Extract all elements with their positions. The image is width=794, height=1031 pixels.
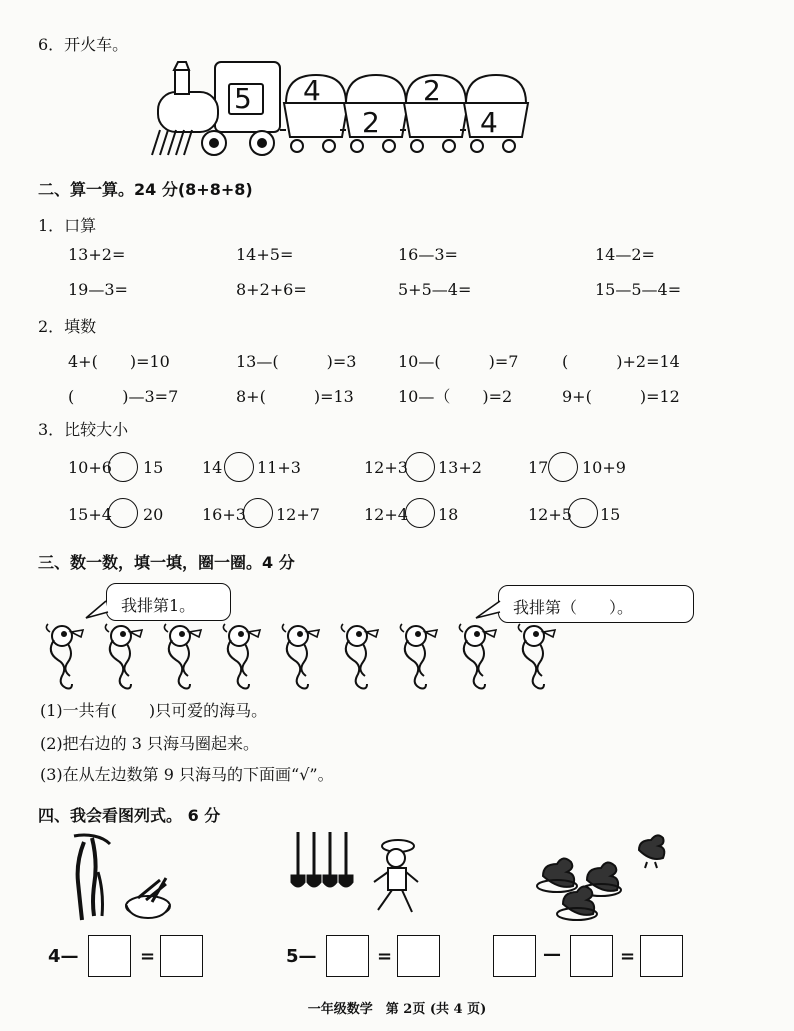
section-2-title: 二、算一算。24 分(8+8+8)	[38, 180, 253, 199]
answer-box[interactable]	[397, 935, 440, 977]
compare-right: 13+2	[438, 458, 482, 477]
bubble-left-tail	[84, 600, 114, 620]
compare-circle[interactable]	[243, 498, 273, 528]
car-2-number: 2	[362, 106, 380, 139]
seahorse-5	[282, 624, 319, 689]
bubble-right-tail	[474, 600, 504, 620]
fill-number-item: 10—（ )=2	[398, 387, 513, 406]
part-3-title: 3．比较大小	[38, 420, 129, 439]
equals-sign: =	[377, 946, 393, 967]
compare-left: 15+4	[68, 505, 112, 524]
mental-math-item: 8+2+6=	[236, 280, 307, 299]
seahorse-7	[400, 624, 437, 689]
mental-math-item: 19—3=	[68, 280, 128, 299]
section-3-question-1: (1)一共有( )只可爱的海马。	[40, 701, 268, 720]
speech-bubble-right	[498, 585, 694, 623]
seahorse-2	[105, 624, 142, 689]
minus-sign: —	[543, 944, 561, 965]
mental-math-item: 15—5—4=	[595, 280, 682, 299]
train-illustration	[0, 0, 794, 170]
seahorse-8	[459, 624, 496, 689]
mental-math-item: 16—3=	[398, 245, 458, 264]
compare-right: 15	[600, 505, 621, 524]
compare-left: 16+3	[202, 505, 246, 524]
answer-box[interactable]	[640, 935, 683, 977]
compare-left: 17	[528, 458, 549, 477]
section-3-title: 三、数一数，填一填，圈一圈。4 分	[38, 553, 295, 572]
compare-circle[interactable]	[224, 452, 254, 482]
fill-number-item: 8+( )=13	[236, 387, 354, 406]
section-3-question-2: (2)把右边的 3 只海马圈起来。	[40, 734, 260, 753]
seahorse-row	[0, 622, 794, 692]
train-engine	[152, 62, 280, 155]
picture-ducks	[535, 828, 675, 923]
equals-sign: =	[140, 946, 156, 967]
fill-number-item: 4+( )=10	[68, 352, 170, 371]
part-2-title: 2．填数	[38, 317, 97, 336]
fill-number-item: ( )—3=7	[68, 387, 179, 406]
car-4-number: 4	[480, 106, 498, 139]
answer-box[interactable]	[570, 935, 613, 977]
fill-number-item: 9+( )=12	[562, 387, 680, 406]
fill-number-item: 10—( )=7	[398, 352, 519, 371]
compare-circle[interactable]	[108, 452, 138, 482]
compare-circle[interactable]	[548, 452, 578, 482]
seahorse-4	[223, 624, 260, 689]
seahorse-9	[518, 624, 555, 689]
question-6-title: 6．开火车。	[38, 35, 129, 54]
compare-right: 10+9	[582, 458, 626, 477]
page-footer: 一年级数学 第 2页 (共 4 页)	[307, 1002, 487, 1017]
fill-number-item: ( )+2=14	[562, 352, 680, 371]
mental-math-item: 5+5—4=	[398, 280, 472, 299]
compare-right: 18	[438, 505, 459, 524]
compare-left: 12+4	[364, 505, 408, 524]
equation-2-start: 5—	[286, 946, 317, 967]
compare-circle[interactable]	[568, 498, 598, 528]
compare-right: 20	[143, 505, 164, 524]
mental-math-item: 14+5=	[236, 245, 294, 264]
compare-left: 12+3	[364, 458, 408, 477]
engine-number: 5	[234, 82, 252, 115]
seahorse-6	[341, 624, 378, 689]
speech-bubble-left-text: 我排第1。	[121, 596, 196, 615]
speech-bubble-left	[106, 583, 231, 621]
car-1-number: 4	[303, 74, 321, 107]
speech-bubble-right-text: 我排第（ ）。	[513, 598, 634, 617]
compare-circle[interactable]	[405, 498, 435, 528]
compare-circle[interactable]	[405, 452, 435, 482]
section-4-title: 四、我会看图列式。 6 分	[38, 806, 221, 825]
compare-right: 15	[143, 458, 164, 477]
picture-carrots-basket	[62, 832, 182, 922]
answer-box[interactable]	[326, 935, 369, 977]
fill-number-item: 13—( )=3	[236, 352, 357, 371]
compare-left: 10+6	[68, 458, 112, 477]
compare-left: 12+5	[528, 505, 572, 524]
mental-math-item: 13+2=	[68, 245, 126, 264]
seahorse-3	[164, 624, 201, 689]
car-3-number: 2	[423, 74, 441, 107]
seahorse-1	[46, 624, 83, 689]
compare-circle[interactable]	[108, 498, 138, 528]
picture-shovels-boy	[290, 828, 430, 923]
section-3-question-3: (3)在从左边数第 9 只海马的下面画“√”。	[40, 765, 334, 784]
compare-left: 14	[202, 458, 223, 477]
equation-1-start: 4—	[48, 946, 79, 967]
answer-box[interactable]	[88, 935, 131, 977]
compare-right: 12+7	[276, 505, 320, 524]
part-1-title: 1．口算	[38, 216, 97, 235]
answer-box[interactable]	[493, 935, 536, 977]
equals-sign: =	[620, 946, 636, 967]
answer-box[interactable]	[160, 935, 203, 977]
mental-math-item: 14—2=	[595, 245, 655, 264]
compare-right: 11+3	[257, 458, 301, 477]
